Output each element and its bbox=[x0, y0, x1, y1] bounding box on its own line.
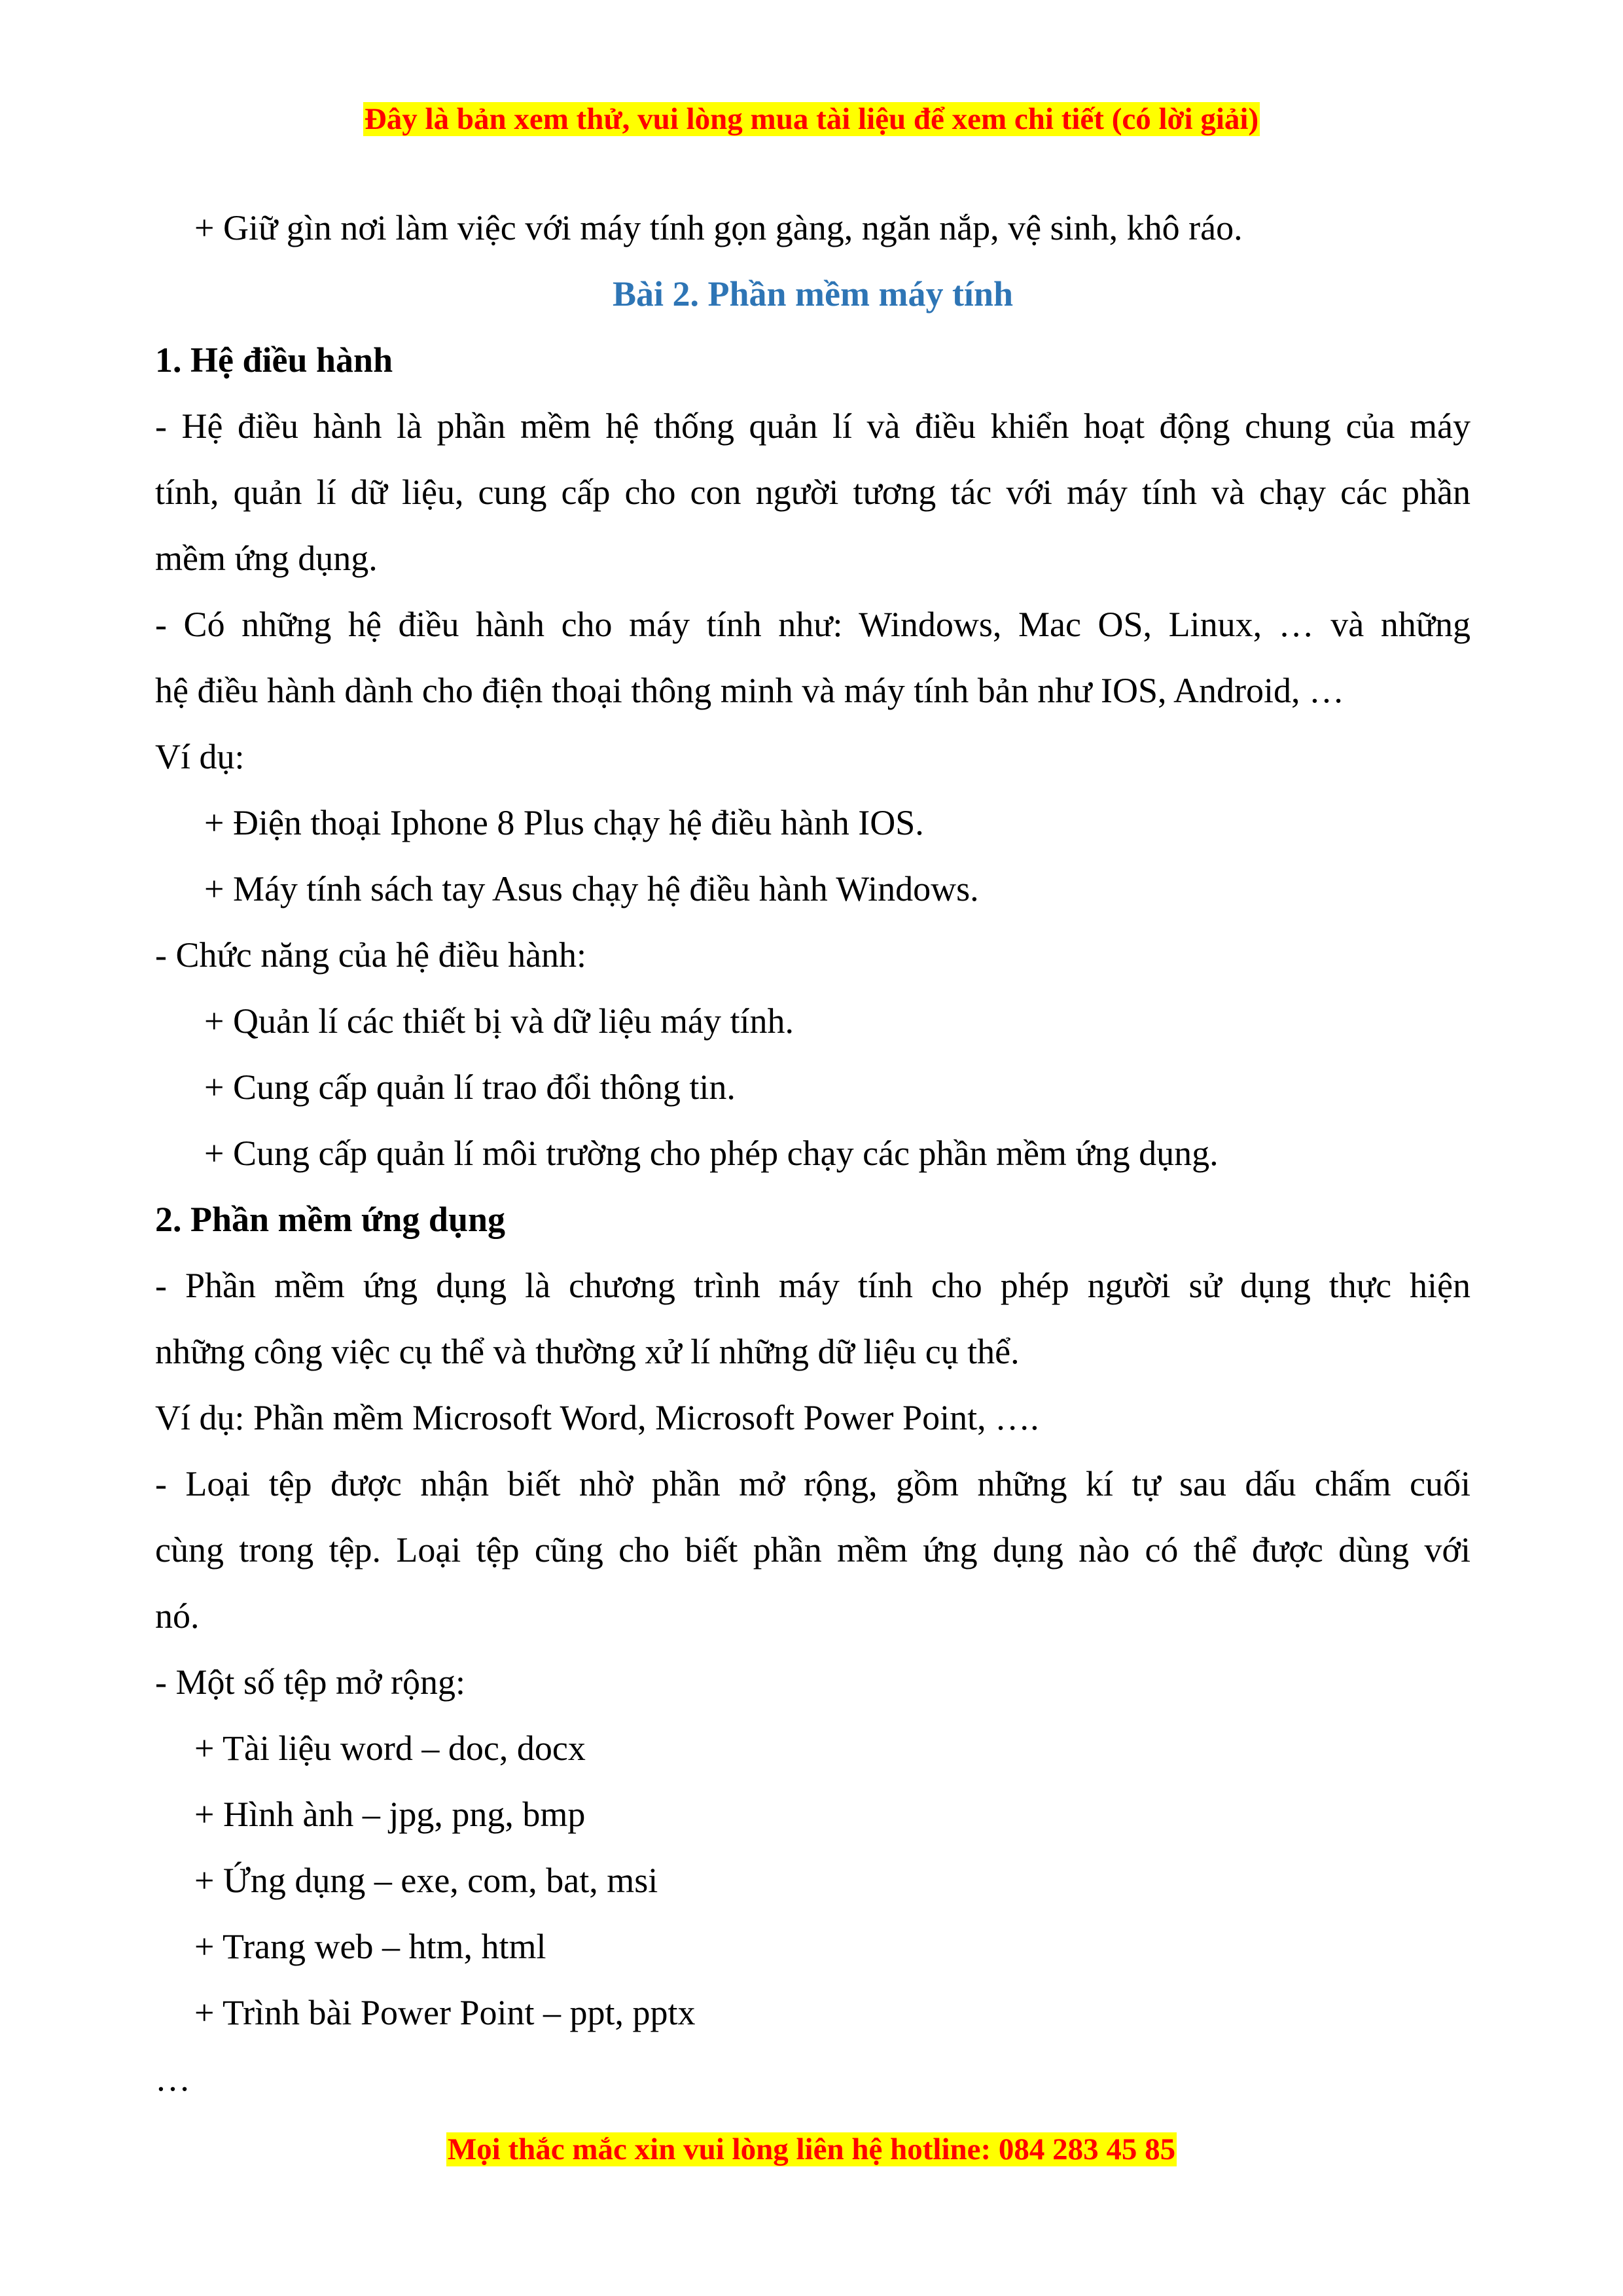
paragraph-file-types: nó. bbox=[155, 1596, 200, 1636]
section-heading-apps: 2. Phần mềm ứng dụng bbox=[155, 1200, 506, 1239]
section-heading-os: 1. Hệ điều hành bbox=[155, 340, 393, 380]
paragraph-file-types: - Loại tệp được nhận biết nhờ phần mở rộng, gồm những kí tự sau dấu chấm cuối bbox=[155, 1464, 1471, 1503]
example-item: + Máy tính sách tay Asus chạy hệ điều hành Windows. bbox=[204, 869, 979, 908]
paragraph-os-definition: mềm ứng dụng. bbox=[155, 539, 378, 578]
bullet-workspace-tidy: + Giữ gìn nơi làm việc với máy tính gọn gàng, ngăn nắp, vệ sinh, khô ráo. bbox=[194, 208, 1243, 247]
paragraph-file-types: cùng trong tệp. Loại tệp cũng cho biết phần mềm ứng dụng nào có thể được dùng với bbox=[155, 1530, 1471, 1570]
os-function-item: + Cung cấp quản lí trao đổi thông tin. bbox=[204, 1067, 736, 1107]
extension-item: + Tài liệu word – doc, docx bbox=[194, 1729, 586, 1768]
example-label: Ví dụ: bbox=[155, 737, 245, 776]
paragraph-os-examples: - Có những hệ điều hành cho máy tính như: Windows, Mac OS, Linux, … và những bbox=[155, 605, 1471, 644]
extension-item: + Ứng dụng – exe, com, bat, msi bbox=[194, 1861, 658, 1900]
hotline-notice bbox=[0, 2130, 1623, 2169]
app-example: Ví dụ: Phần mềm Microsoft Word, Microsoft Power Point, …. bbox=[155, 1398, 1039, 1437]
document-body bbox=[155, 195, 1471, 2112]
os-function-item: + Quản lí các thiết bị và dữ liệu máy tính. bbox=[204, 1001, 794, 1041]
lesson-title: Bài 2. Phần mềm máy tính bbox=[612, 274, 1014, 314]
extensions-label: - Một số tệp mở rộng: bbox=[155, 1662, 466, 1702]
extension-item: + Trình bài Power Point – ppt, pptx bbox=[194, 1993, 696, 2032]
os-function-item: + Cung cấp quản lí môi trường cho phép chạy các phần mềm ứng dụng. bbox=[204, 1134, 1219, 1173]
preview-notice-text: Đây là bản xem thử, vui lòng mua tài liệu để xem chi tiết (có lời giải) bbox=[364, 102, 1259, 136]
paragraph-os-definition: tính, quản lí dữ liệu, cung cấp cho con người tương tác với máy tính và chạy các phần bbox=[155, 473, 1471, 512]
paragraph-app-definition: - Phần mềm ứng dụng là chương trình máy tính cho phép người sử dụng thực hiện bbox=[155, 1266, 1471, 1305]
extension-item: + Hình ành – jpg, png, bmp bbox=[194, 1795, 586, 1834]
ellipsis: … bbox=[155, 2059, 190, 2098]
example-item: + Điện thoại Iphone 8 Plus chạy hệ điều hành IOS. bbox=[204, 803, 924, 842]
hotline-notice-text: Mọi thắc mắc xin vui lòng liên hệ hotline: 084 283 45 85 bbox=[447, 2132, 1176, 2166]
paragraph-os-definition: - Hệ điều hành là phần mềm hệ thống quản lí và điều khiển hoạt động chung của máy bbox=[155, 406, 1471, 446]
paragraph-os-examples: hệ điều hành dành cho điện thoại thông minh và máy tính bản như IOS, Android, … bbox=[155, 671, 1344, 710]
paragraph-app-definition: những công việc cụ thể và thường xử lí những dữ liệu cụ thể. bbox=[155, 1332, 1020, 1371]
preview-notice bbox=[0, 99, 1623, 139]
os-functions-label: - Chức năng của hệ điều hành: bbox=[155, 935, 587, 975]
extension-item: + Trang web – htm, html bbox=[194, 1927, 546, 1966]
